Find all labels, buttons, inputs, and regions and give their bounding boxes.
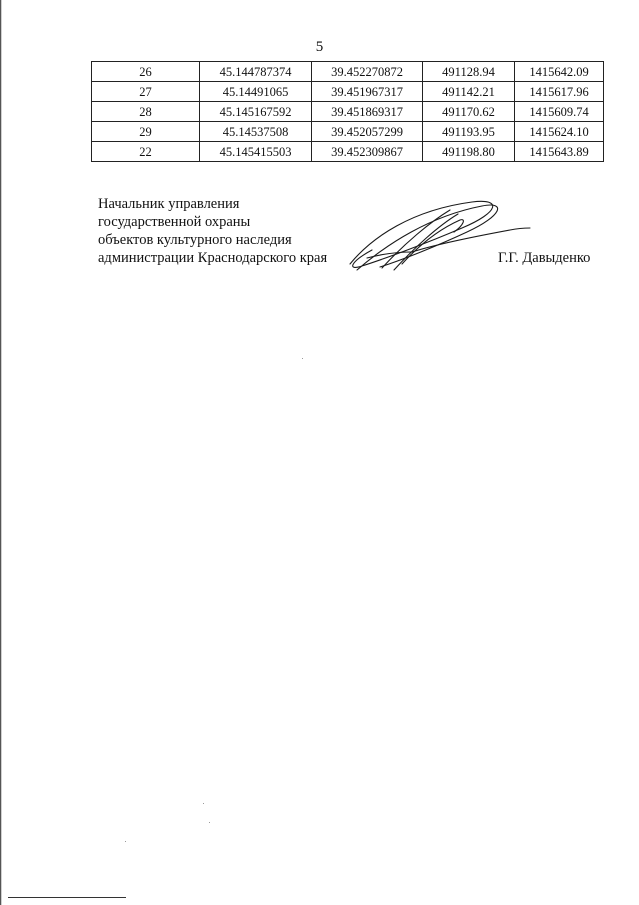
latitude-cell: 45.14491065 (200, 82, 312, 102)
scan-speck (209, 822, 210, 823)
y-coordinate-cell: 1415617.96 (515, 82, 604, 102)
page-number: 5 (315, 39, 324, 55)
y-coordinate-cell: 1415624.10 (515, 122, 604, 142)
point-number-cell: 26 (92, 62, 200, 82)
signatory-title-line: Начальник управления (98, 196, 240, 212)
signatory-title (98, 195, 327, 267)
table-row (92, 102, 604, 122)
x-coordinate-cell: 491193.95 (423, 122, 515, 142)
table-row (92, 62, 604, 82)
point-number-cell: 27 (92, 82, 200, 102)
x-coordinate-cell: 491170.62 (423, 102, 515, 122)
signer-name: Г.Г. Давыденко (498, 250, 591, 266)
x-coordinate-cell: 491142.21 (423, 82, 515, 102)
table-row (92, 142, 604, 162)
longitude-cell: 39.452057299 (312, 122, 423, 142)
x-coordinate-cell: 491198.80 (423, 142, 515, 162)
latitude-cell: 45.14537508 (200, 122, 312, 142)
x-coordinate-cell: 491128.94 (423, 62, 515, 82)
y-coordinate-cell: 1415609.74 (515, 102, 604, 122)
signatory-title-line: государственной охраны (98, 214, 251, 230)
signatory-title-line: администрации Краснодарского края (98, 250, 328, 266)
scan-speck (203, 803, 204, 804)
point-number-cell: 28 (92, 102, 200, 122)
point-number-cell: 22 (92, 142, 200, 162)
page-left-edge (0, 0, 2, 905)
longitude-cell: 39.452309867 (312, 142, 423, 162)
table-row (92, 82, 604, 102)
point-number-cell: 29 (92, 122, 200, 142)
signatory-title-line: объектов культурного наследия (98, 232, 292, 248)
longitude-cell: 39.451869317 (312, 102, 423, 122)
latitude-cell: 45.145167592 (200, 102, 312, 122)
latitude-cell: 45.144787374 (200, 62, 312, 82)
longitude-cell: 39.452270872 (312, 62, 423, 82)
table-row (92, 122, 604, 142)
y-coordinate-cell: 1415643.89 (515, 142, 604, 162)
footnote-rule (8, 897, 126, 898)
latitude-cell: 45.145415503 (200, 142, 312, 162)
longitude-cell: 39.451967317 (312, 82, 423, 102)
scan-speck (302, 358, 303, 359)
y-coordinate-cell: 1415642.09 (515, 62, 604, 82)
scan-speck (125, 841, 126, 842)
coordinates-table (91, 61, 604, 162)
